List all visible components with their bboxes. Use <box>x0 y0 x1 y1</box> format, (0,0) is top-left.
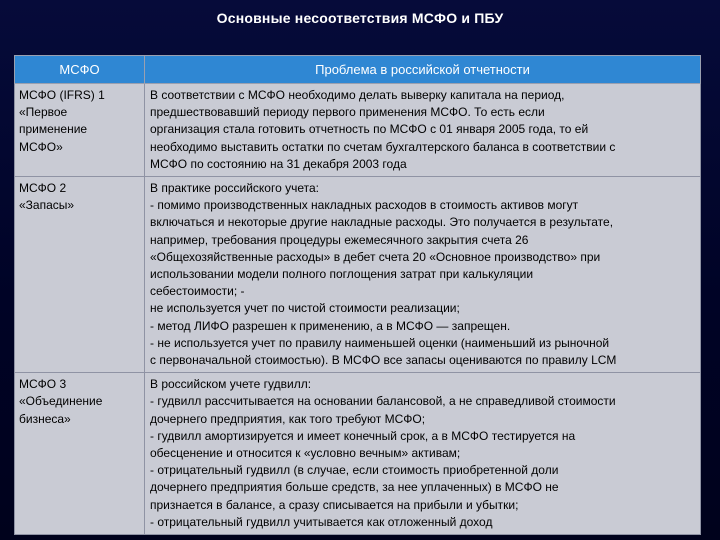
table-header-row <box>15 56 701 84</box>
standard-cell: МСФО (IFRS) 1 «Первое применение МСФО» <box>15 84 145 177</box>
table-row <box>15 84 701 177</box>
comparison-table <box>14 55 701 535</box>
problem-cell: В практике российского учета: - помимо производственных накладных расходов в стоимость активов могут включаться и некоторые другие накладные расходы. Это получается в результате, например, требования процедуры ежемесячного закрытия счета 26 «Общехозяйственные расходы» в дебет счета 20 «Основное производство» при использовании модели полного поглощения затрат при калькуляции себестоимости; - не используется учет по чистой стоимости реализации; - метод ЛИФО разрешен к применению, а в МСФО — запрещен. - не используется учет по правилу наименьшей оценки (наименьший из рыночной с первоначальной стоимостью). В МСФО все запасы оцениваются по правилу LCM <box>145 177 701 373</box>
problem-cell: В российском учете гудвилл: - гудвилл рассчитывается на основании балансовой, а не справедливой стоимости дочернего предприятия, как того требуют МСФО; - гудвилл амортизируется и имеет конечный срок, а в МСФО тестируется на обесценение и относится к «условно вечным» активам; - отрицательный гудвилл (в случае, если стоимость приобретенной доли дочернего предприятия больше средств, за нее уплаченных) в МСФО не признается в балансе, а сразу списывается на прибыли и убытки; - отрицательный гудвилл учитывается как отложенный доход <box>145 373 701 535</box>
standard-cell: МСФО 3 «Объединение бизнеса» <box>15 373 145 535</box>
comparison-table-wrapper <box>14 55 700 528</box>
table-row <box>15 373 701 535</box>
column-header-standard: МСФО <box>15 56 145 84</box>
column-header-problem: Проблема в российской отчетности <box>145 56 701 84</box>
standard-cell: МСФО 2 «Запасы» <box>15 177 145 373</box>
problem-cell: В соответствии с МСФО необходимо делать выверку капитала на период, предшествовавший периоду первого применения МСФО. То есть если организация стала готовить отчетность по МСФО с 01 января 2005 года, то ей необходимо выставить остатки по счетам бухгалтерского баланса в соответствии с МСФО по состоянию на 31 декабря 2003 года <box>145 84 701 177</box>
table-row <box>15 177 701 373</box>
slide-title: Основные несоответствия МСФО и ПБУ <box>216 10 504 26</box>
